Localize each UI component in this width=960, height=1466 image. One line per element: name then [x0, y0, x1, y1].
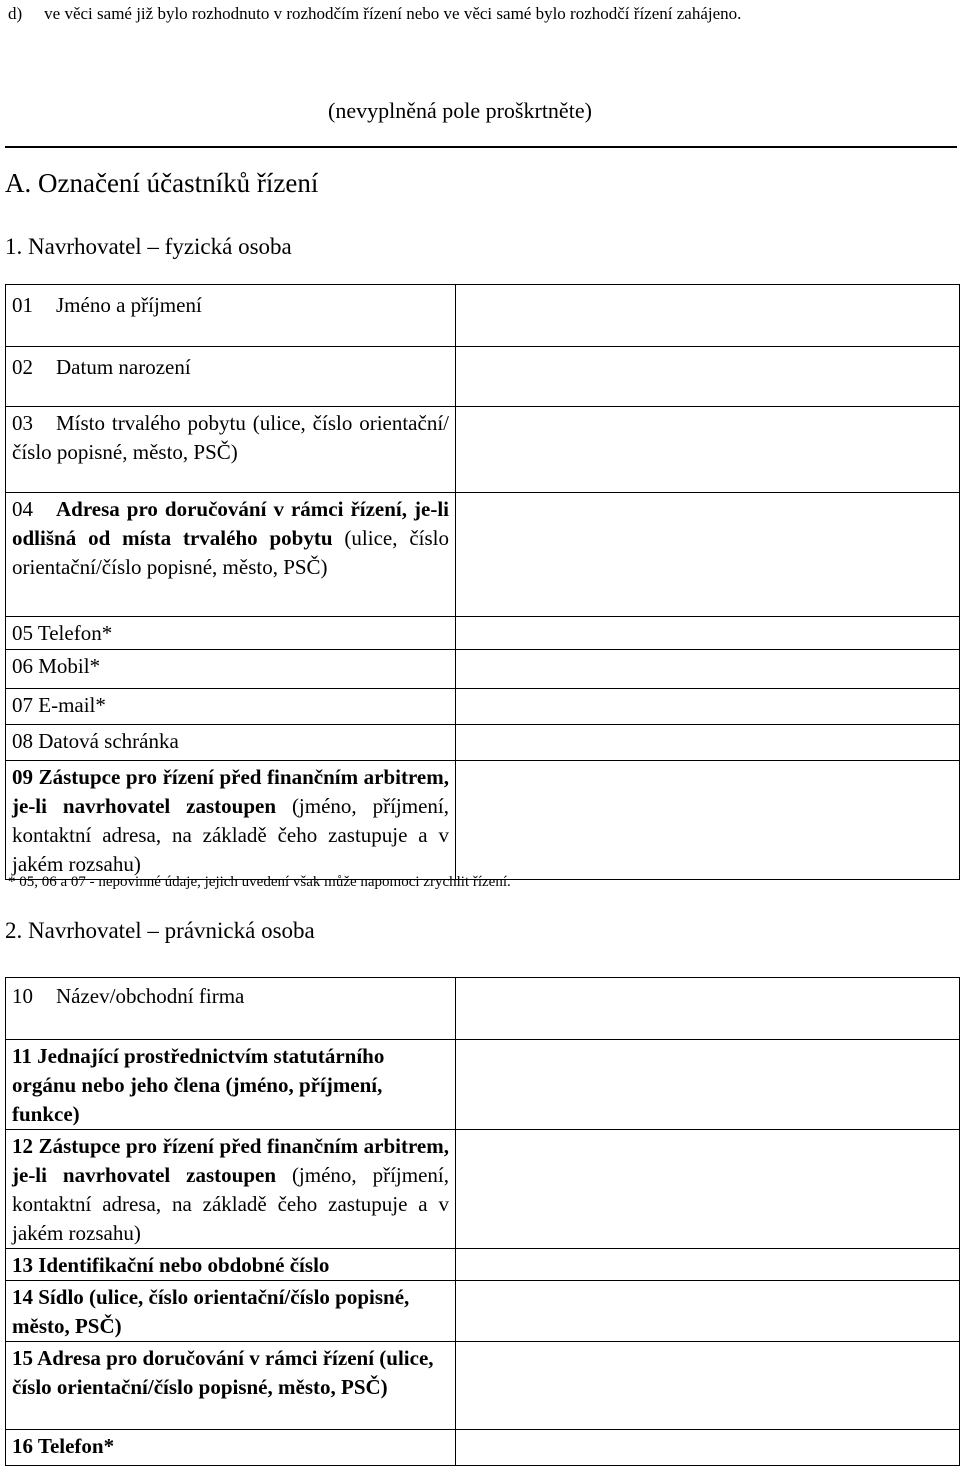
- section-divider: [5, 146, 957, 148]
- row-01: [6, 285, 960, 347]
- id-number-field[interactable]: [456, 1249, 960, 1281]
- instruction-note: (nevyplněná pole proškrtněte): [328, 98, 592, 123]
- label-text: (ulice, číslo orientační/číslo popisné, město, PSČ): [12, 526, 449, 579]
- row-12: [6, 1130, 960, 1249]
- representative-field[interactable]: [456, 761, 960, 880]
- row-number: 10: [12, 984, 33, 1008]
- row-14: [6, 1281, 960, 1342]
- label-text-bold: 12 Zástupce pro řízení před finančním arbitrem, je-li navrhovatel zastoupen: [12, 1134, 449, 1187]
- label-delivery-address-legal: [6, 1342, 456, 1430]
- birth-date-field[interactable]: [456, 347, 960, 407]
- label-text: 13 Identifikační nebo obdobné číslo: [12, 1253, 330, 1277]
- label-text: 08 Datová schránka: [12, 729, 179, 753]
- row-03: [6, 407, 960, 493]
- label-data-box: [6, 725, 456, 761]
- delivery-address-legal-field[interactable]: [456, 1342, 960, 1430]
- representative-legal-field[interactable]: [456, 1130, 960, 1249]
- label-text-bold: 09 Zástupce pro řízení před finančním arbitrem, je-li navrhovatel zastoupen: [12, 765, 449, 818]
- label-phone: [6, 617, 456, 650]
- subsection-1-title: 1. Navrhovatel – fyzická osoba: [5, 234, 292, 259]
- label-statutory-body: [6, 1040, 456, 1130]
- label-delivery-address: [6, 493, 456, 617]
- row-number: 04: [12, 497, 33, 521]
- legal-person-table: [5, 977, 960, 1466]
- row-number: 01: [12, 293, 33, 317]
- label-id-number: [6, 1249, 456, 1281]
- label-text: 07 E-mail*: [12, 693, 106, 717]
- label-text: Název/obchodní firma: [56, 984, 245, 1008]
- row-15: [6, 1342, 960, 1430]
- footnote: * 05, 06 a 07 - nepovinné údaje, jejich uvedení však může napomoci zrychlit řízení.: [8, 874, 511, 890]
- name-field[interactable]: [456, 285, 960, 347]
- phone-legal-field[interactable]: [456, 1430, 960, 1466]
- row-08: [6, 725, 960, 761]
- label-text: 11 Jednající prostřednictvím statutárního orgánu nebo jeho člena (jméno, příjmení, funkce): [12, 1044, 385, 1126]
- email-field[interactable]: [456, 689, 960, 725]
- label-phone-legal: [6, 1430, 456, 1466]
- mobile-field[interactable]: [456, 650, 960, 689]
- row-number: 03: [12, 411, 33, 435]
- row-11: [6, 1040, 960, 1130]
- company-name-field[interactable]: [456, 978, 960, 1040]
- label-text: 16 Telefon*: [12, 1434, 115, 1458]
- section-a-title: A. Označení účastníků řízení: [5, 168, 319, 198]
- label-text: (jméno, příjmení, kontaktní adresa, na základě čeho zastupuje a v jakém rozsahu): [12, 794, 449, 876]
- row-04: [6, 493, 960, 617]
- row-16: [6, 1430, 960, 1466]
- registered-office-field[interactable]: [456, 1281, 960, 1342]
- item-text: ve věci samé již bylo rozhodnuto v rozhodčím řízení nebo ve věci samé bylo rozhodčí řízení zahájeno.: [44, 4, 742, 23]
- delivery-address-field[interactable]: [456, 493, 960, 617]
- label-representative-legal: [6, 1130, 456, 1249]
- row-07: [6, 689, 960, 725]
- top-line-item-d: [8, 4, 741, 24]
- label-text: 06 Mobil*: [12, 654, 101, 678]
- row-number: 02: [12, 355, 33, 379]
- label-company-name: [6, 978, 456, 1040]
- row-02: [6, 347, 960, 407]
- label-text: Jméno a příjmení: [56, 293, 202, 317]
- label-email: [6, 689, 456, 725]
- subsection-2-title: 2. Navrhovatel – právnická osoba: [5, 918, 315, 943]
- row-10: [6, 978, 960, 1040]
- item-letter: d): [8, 4, 23, 23]
- label-text: 05 Telefon*: [12, 621, 113, 645]
- statutory-body-field[interactable]: [456, 1040, 960, 1130]
- row-09: [6, 761, 960, 880]
- phone-field[interactable]: [456, 617, 960, 650]
- label-birth-date: [6, 347, 456, 407]
- label-mobile: [6, 650, 456, 689]
- row-13: [6, 1249, 960, 1281]
- permanent-residence-field[interactable]: [456, 407, 960, 493]
- label-text: 14 Sídlo (ulice, číslo orientační/číslo popisné, město, PSČ): [12, 1285, 410, 1338]
- label-permanent-residence: [6, 407, 456, 493]
- data-box-field[interactable]: [456, 725, 960, 761]
- natural-person-table: [5, 284, 960, 880]
- label-text: Datum narození: [56, 355, 191, 379]
- label-text: Místo trvalého pobytu (ulice, číslo orientační/číslo popisné, město, PSČ): [12, 411, 449, 464]
- label-text-bold: Adresa pro doručování v rámci řízení, je-li odlišná od místa trvalého pobytu: [12, 497, 449, 550]
- label-name: [6, 285, 456, 347]
- label-registered-office: [6, 1281, 456, 1342]
- label-representative: [6, 761, 456, 880]
- label-text: 15 Adresa pro doručování v rámci řízení (ulice, číslo orientační/číslo popisné, město, PSČ): [12, 1346, 434, 1399]
- label-text: (jméno, příjmení, kontaktní adresa, na základě čeho zastupuje a v jakém rozsahu): [12, 1163, 449, 1245]
- row-05: [6, 617, 960, 650]
- row-06: [6, 650, 960, 689]
